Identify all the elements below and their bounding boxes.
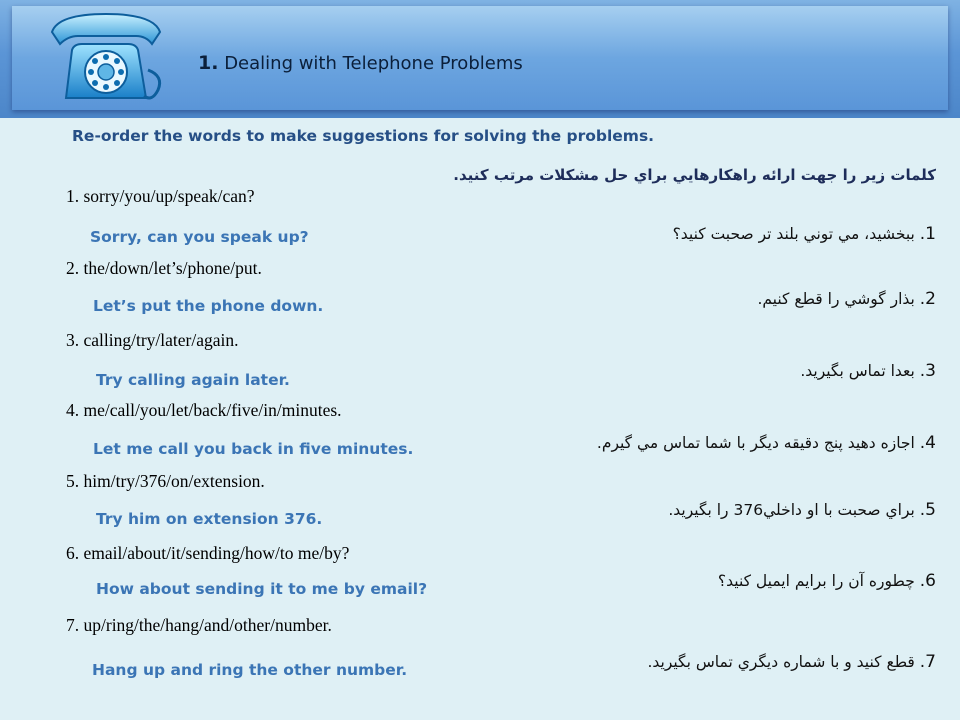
title-number: 1.	[198, 52, 219, 74]
question-1: 1. sorry/you/up/speak/can?	[66, 186, 255, 206]
persian-translation-3: 3. بعدا تماس بگيريد.	[800, 361, 936, 381]
persian-translation-2: 2. بذار گوشي را قطع كنيم.	[757, 289, 936, 309]
persian-translation-1: 1. ببخشيد، مي توني بلند تر صحبت كنيد؟	[672, 224, 936, 244]
persian-translation-7: 7. قطع كنيد و با شماره ديگري تماس بگيريد.	[647, 652, 936, 672]
page-title	[198, 52, 523, 74]
answer-2: Let’s put the phone down.	[93, 297, 324, 315]
answer-6: How about sending it to me by email?	[96, 580, 428, 598]
telephone-icon	[48, 10, 166, 106]
question-5: 5. him/try/376/on/extension.	[66, 471, 265, 491]
question-6: 6. email/about/it/sending/how/to me/by?	[66, 543, 350, 563]
persian-translation-6: 6. چطوره آن را برايم ايميل كنيد؟	[717, 571, 936, 591]
instruction-english: Re-order the words to make suggestions for solving the problems.	[72, 127, 655, 145]
persian-translation-4: 4. اجازه دهيد پنج دقيقه ديگر با شما تماس مي گيرم.	[596, 433, 936, 453]
header-banner	[0, 0, 960, 118]
title-text: Dealing with Telephone Problems	[224, 53, 523, 74]
answer-5: Try him on extension 376.	[96, 510, 323, 528]
answer-7: Hang up and ring the other number.	[92, 661, 408, 679]
persian-translation-5: 5. براي صحبت با او داخلي376 را بگيريد.	[668, 500, 936, 520]
answer-1: Sorry, can you speak up?	[90, 228, 309, 246]
question-3: 3. calling/try/later/again.	[66, 330, 239, 350]
instruction-persian: كلمات زير را جهت ارائه راهكارهايي براي حل مشكلات مرتب كنيد.	[453, 166, 936, 184]
answer-4: Let me call you back in five minutes.	[93, 440, 414, 458]
question-7: 7. up/ring/the/hang/and/other/number.	[66, 615, 332, 635]
question-4: 4. me/call/you/let/back/five/in/minutes.	[66, 400, 342, 420]
question-2: 2. the/down/let’s/phone/put.	[66, 258, 262, 278]
answer-3: Try calling again later.	[96, 371, 290, 389]
